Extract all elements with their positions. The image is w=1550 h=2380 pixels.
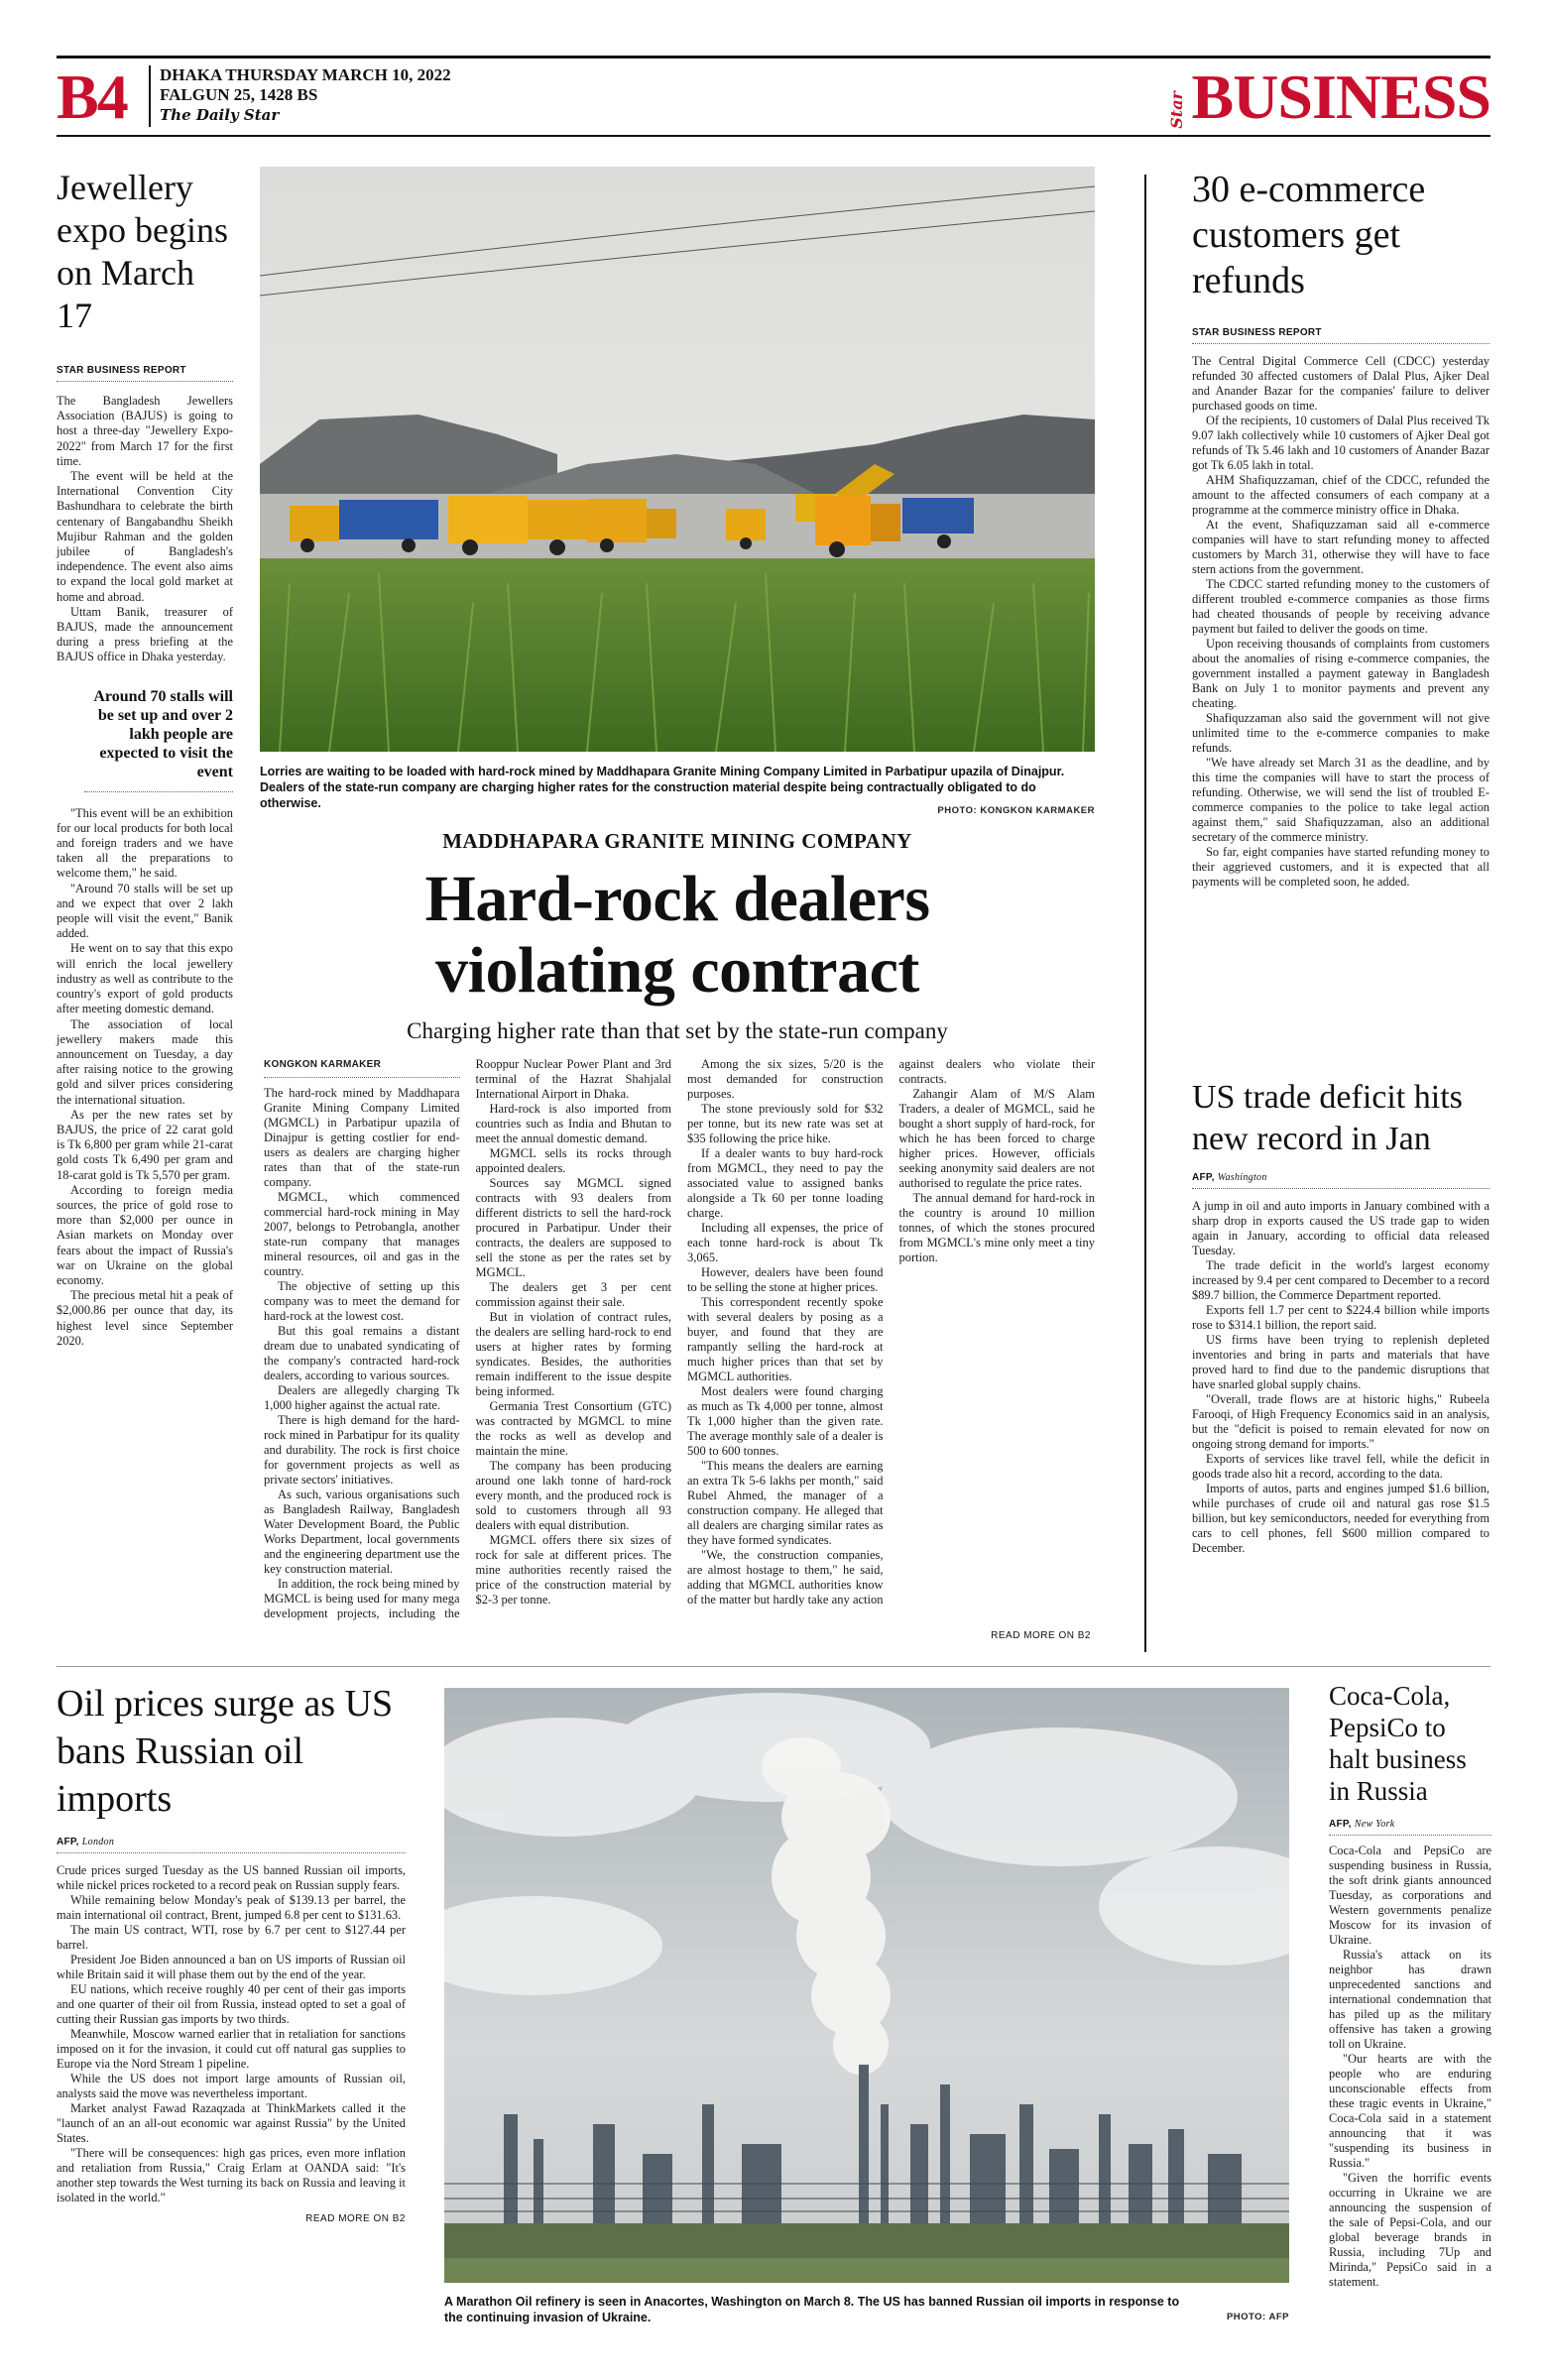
oil-byline-place: London (81, 1837, 115, 1847)
lead-paragraph: The company has been producing around one lakh tonne of hard-rock every month, and the produced rock is sold to customers through all 93 dealers with equal distribution. (475, 1459, 671, 1532)
jewellery-body-2 (57, 806, 233, 1349)
jewellery-paragraph: As per the new rates set by BAJUS, the price of 22 carat gold is Tk 6,800 per gram while 21-carat gold costs Tk 6,490 per gram and 18-carat gold is Tk 5,570 per gram. (57, 1107, 233, 1182)
oil-paragraph: The main US contract, WTI, rose by 6.7 per cent to $127.44 per barrel. (57, 1923, 406, 1952)
daily-star-nameplate-icon: The Daily Star (160, 106, 280, 124)
coke-paragraph: "Given the horrific events occurring in Ukraine we are announcing the suspension of the sale of Pepsi-Cola, and our global beverage brands in Russia, including 7Up and Mirinda," PepsiCo said in a statement. (1329, 2171, 1491, 2289)
jewellery-story (57, 167, 233, 1349)
lead-paragraph: The hard-rock mined by Maddhapara Granite Mining Company Limited (MGMCL) in Parbatipur upazila of Dinajpur is getting costlier for end-users as dealers are charging higher rates than that of the state-run company. (264, 1086, 460, 1189)
oil-paragraph: Market analyst Fawad Razaqzada at ThinkMarkets called it the "launch of an an all-out economic war against Russia" by the United States. (57, 2101, 406, 2145)
dateline-block (160, 65, 451, 125)
jewellery-paragraph: "Around 70 stalls will be set up and we expect that over 2 lakh people will visit the event," Banik added. (57, 881, 233, 941)
lead-paragraph: Dealers are allegedly charging Tk 1,000 higher against the actual rate. (264, 1383, 460, 1412)
masthead-rule (57, 135, 1490, 137)
oil-paragraph: EU nations, which receive roughly 40 per cent of their gas imports and one quarter of their oil from Russia, instead opted to set a goal of cutting their Russian gas imports by two thirds. (57, 1982, 406, 2026)
label-divider (149, 65, 151, 127)
lead-kicker: MADDHAPARA GRANITE MINING COMPANY (442, 829, 912, 853)
lead-photo-caption: Lorries are waiting to be loaded with hard-rock mined by Maddhapara Granite Mining Company Limited in Parbatipur upazila of Dinajpur. Dealers of the state-run company are charging higher rates for the construction material despite being contractually obligated to do otherwise. (260, 765, 1065, 810)
refinery-photo-illustration (444, 1688, 1289, 2283)
lead-paragraph: If a dealer wants to buy hard-rock from MGMCL, they need to pay the associated value to assigned banks alongside a Tk 60 per tonne loading charge. (687, 1146, 884, 1220)
lead-paragraph: As such, various organisations such as Bangladesh Railway, Bangladesh Water Development Board, the Public Works Department, local governments and the engineering department use the key construction material. (264, 1488, 460, 1576)
oil-body (57, 1863, 406, 2205)
lead-paragraph: Zahangir Alam of M/S Alam Traders, a dealer of MGMCL, said he bought a short supply of hard-rock, for which he has been forced to charge higher prices. However, officials seeking anonymity said dealers are not authorised to regulate the price rates. (898, 1087, 1095, 1190)
ecommerce-paragraph: AHM Shafiquzzaman, chief of the CDCC, refunded the amount to the affected consumers of each company at a programme at the commerce ministry office in Dhaka. (1192, 473, 1490, 517)
trade-byline (1192, 1172, 1490, 1189)
trade-headline: US trade deficit hits new record in Jan (1192, 1079, 1463, 1157)
ecommerce-story (1192, 167, 1490, 890)
ecommerce-body (1192, 354, 1490, 890)
lead-photo-credit: PHOTO: KONGKON KARMAKER (937, 805, 1095, 816)
refinery-photo-caption: A Marathon Oil refinery is seen in Anacortes, Washington on March 8. The US has banned Russian oil imports in response to the continuing invasion of Ukraine. (444, 2295, 1180, 2324)
lead-paragraph: This correspondent recently spoke with several dealers by posing as a buyer, and found that they are rampantly selling the hard-rock at much higher prices than that set by MGMCL authorities. (687, 1295, 884, 1383)
lead-paragraph: The annual demand for hard-rock in the country is around 10 million tonnes, of which the stones procured from MGMCL's mine only meet a tiny portion. (898, 1191, 1095, 1264)
jewellery-byline: STAR BUSINESS REPORT (57, 365, 233, 382)
lead-paragraph: But in violation of contract rules, the dealers are selling hard-rock to end users at higher rates by forming syndicates. Besides, the authorities remain indifferent to the issue despite being informed. (475, 1310, 671, 1398)
trade-paragraph: Imports of autos, parts and engines jumped $1.6 billion, while purchases of crude oil and natural gas rose $1.5 billion, but key semiconductors, needed for everything from cars to cell phones, fell $600 million compared to December. (1192, 1482, 1490, 1555)
right-column-rule (1144, 175, 1146, 1652)
trade-byline-agency: AFP, (1192, 1172, 1215, 1183)
jewellery-pull-quote: Around 70 stalls will be set up and over 2 lakh people are expected to visit the event (84, 687, 233, 792)
jewellery-paragraph: The precious metal hit a peak of $2,000.86 per ounce that day, its highest level since September 2020. (57, 1288, 233, 1348)
refinery-photo (444, 1688, 1289, 2283)
lead-paragraph: Most dealers were found charging as much as Tk 4,000 per tonne, almost Tk 1,000 higher than the given rate. The average monthly sale of a dealer is 500 to 600 tonnes. (687, 1384, 884, 1458)
jewellery-paragraph: The association of local jewellery makers made this announcement on Tuesday, a day after raising notice to the growing gold and silver prices considering the international situation. (57, 1016, 233, 1107)
ecommerce-paragraph: Shafiquzzaman also said the government will not give unlimited time to the e-commerce companies to make refunds. (1192, 711, 1490, 755)
oil-story (57, 1680, 406, 2224)
jewellery-body-1 (57, 394, 233, 665)
oil-paragraph: "There will be consequences: high gas prices, even more inflation and retaliation from Russia," Craig Erlam at OANDA said: "It's another step towards the West turning its back on Russia and leaving it isolated in the world." (57, 2146, 406, 2204)
bangla-date: FALGUN 25, 1428 BS (160, 85, 318, 104)
refinery-photo-credit: PHOTO: AFP (1226, 2312, 1289, 2322)
ecommerce-paragraph: "We have already set March 31 as the deadline, and by this time the companies will have to start the process of refunding. Otherwise, we will send the list of troubled E-commerce companies to the police to take legal action against them," said Shafiquzzaman, also an additional secretary of the commerce ministry. (1192, 756, 1490, 844)
jewellery-paragraph: According to foreign media sources, the price of gold rose to more than $2,000 per ounce in Asian markets on Monday over fears about the impact of Russia's war on Ukraine on the global economy. (57, 1182, 233, 1287)
lead-paragraph: But this goal remains a distant dream due to unabated syndicating of the company's contracted hard-rock dealers, according to various sources. (264, 1324, 460, 1382)
lead-paragraph: Sources say MGMCL signed contracts with 93 dealers from different districts to sell the hard-rock procured in Parbatipur. Under their contracts, the dealers are supposed to sell the stone as per the rates set by MGMCL. (475, 1176, 671, 1279)
lead-paragraph: The dealers get 3 per cent commission against their sale. (475, 1280, 671, 1309)
oil-byline (57, 1837, 406, 1853)
page-label: B4 (57, 61, 127, 132)
lead-paragraph: MGMCL offers there six sizes of rock for sale at different prices. The mine authorities recently raised the price of the construction material by $2-3 per tonne. (475, 1533, 671, 1606)
ecommerce-byline: STAR BUSINESS REPORT (1192, 327, 1490, 344)
lead-paragraph: However, dealers have been found to be selling the stone at higher prices. (687, 1265, 884, 1294)
trade-paragraph: Exports fell 1.7 per cent to $224.4 billion while imports rose to $314.1 billion, the report said. (1192, 1303, 1490, 1332)
oil-paragraph: Meanwhile, Moscow warned earlier that in retaliation for sanctions imposed on it for the invasion, it could cut off natural gas supplies to Europe via the Nord Stream 1 pipeline. (57, 2027, 406, 2071)
oil-read-more-link[interactable]: READ MORE ON B2 (305, 2213, 406, 2224)
lead-paragraph: In addition, the rock being mined by MGMCL is being used for many mega development projects, including the Rooppur Nuclear Power Plant and 3rd terminal of the Hazrat Shahjalal International Airport in Dhaka. (264, 1057, 671, 1620)
coke-byline-place: New York (1354, 1819, 1395, 1830)
dateline: DHAKA THURSDAY MARCH 10, 2022 (160, 65, 451, 84)
lead-paragraph: Among the six sizes, 5/20 is the most demanded for construction purposes. (687, 1057, 884, 1101)
trade-paragraph: US firms have been trying to replenish depleted inventories and bring in parts and materials that have proved hard to find due to the pandemic disruptions that have snarled global supply chains. (1192, 1333, 1490, 1391)
top-rule (57, 56, 1490, 59)
trade-byline-place: Washington (1217, 1172, 1267, 1183)
mine-photo (260, 167, 1095, 752)
lead-paragraph: "We, the construction companies, are almost hostage to them," he said, adding that MGMCL authorities know of the matter but hardly take any action against dealers who violate their contracts. (687, 1057, 1095, 1606)
oil-paragraph: While the US does not import large amounts of Russian oil, analysts said the move was nevertheless important. (57, 2072, 406, 2100)
oil-headline: Oil prices surge as US bans Russian oil imports (57, 1683, 394, 1820)
lead-body (264, 1057, 1095, 1622)
ecommerce-paragraph: At the event, Shafiquzzaman said all e-commerce companies will have to start refunding money to affected customers by March 31, otherwise they will have to face stern actions from the government. (1192, 518, 1490, 576)
jewellery-paragraph: The event will be held at the International Convention City Bashundhara to celebrate the birth centenary of Bangabandhu Sheikh Mujibur Rahman and the golden jubilee of Bangladesh's independence. The event also aims to expand the local gold market at home and abroad. (57, 469, 233, 604)
trade-paragraph: Exports of services like travel fell, while the deficit in goods trade also hit a record, according to the data. (1192, 1452, 1490, 1481)
jewellery-paragraph: "This event will be an exhibition for our local products for both local and foreign traders and we have taken all the preparations to welcome them," he said. (57, 805, 233, 881)
lead-paragraph: The stone previously sold for $32 per tonne, but its new rate was set at $35 following the price hike. (687, 1102, 884, 1145)
coke-byline-agency: AFP, (1329, 1819, 1352, 1830)
lead-paragraph: MGMCL, which commenced commercial hard-rock mining in May 2007, belongs to Petrobangla, another state-run company that manages mineral resources, oil and gas in the country. (264, 1190, 460, 1278)
coke-paragraph: Coca-Cola and PepsiCo are suspending business in Russia, the soft drink giants announced Tuesday, as corporations and Western governments penalize Moscow for its invasion of Ukraine. (1329, 1844, 1491, 1947)
oil-paragraph: While remaining below Monday's peak of $139.13 per barrel, the main international oil contract, Brent, jumped 6.8 per cent to $131.63. (57, 1893, 406, 1922)
coke-headline: Coca-Cola, PepsiCo to halt business in Russia (1329, 1681, 1467, 1806)
lead-byline: KONGKON KARMAKER (264, 1057, 460, 1078)
lead-header (260, 829, 1095, 1044)
coke-story (1329, 1680, 1491, 2290)
trade-story (1192, 1077, 1490, 1556)
ecommerce-headline: 30 e-commerce customers get refunds (1192, 169, 1426, 301)
lead-paragraph: MGMCL sells its rocks through appointed dealers. (475, 1146, 671, 1175)
bottom-section-rule (57, 1666, 1490, 1667)
mine-photo-illustration (260, 167, 1095, 752)
jewellery-paragraph: Uttam Banik, treasurer of BAJUS, made the announcement during a press briefing at the BAJUS office in Dhaka yesterday. (57, 604, 233, 664)
trade-paragraph: A jump in oil and auto imports in January combined with a sharp drop in exports caused the US trade gap to widen again in January, according to official data released Tuesday. (1192, 1199, 1490, 1257)
trade-paragraph: "Overall, trade flows are at historic highs," Rubeela Farooqi, of High Frequency Economics said in an analysis, but the "deficit is poised to remain elevated for now on ongoing strong demand for imports." (1192, 1392, 1490, 1451)
ecommerce-paragraph: Of the recipients, 10 customers of Dalal Plus received Tk 9.07 lakh collectively while 10 customers of Ajker Deal got refunds of Tk 5.46 lakh and 10 customers of Anander Bazar got Tk 6.05 lakh in total. (1192, 414, 1490, 472)
oil-paragraph: President Joe Biden announced a ban on US imports of Russian oil while Britain said it will phase them out by the end of the year. (57, 1953, 406, 1981)
lead-paragraph: The objective of setting up this company was to meet the demand for hard-rock at the lowest cost. (264, 1279, 460, 1323)
lead-read-more-link[interactable]: READ MORE ON B2 (991, 1630, 1091, 1641)
jewellery-paragraph: The Bangladesh Jewellers Association (BAJUS) is going to host a three-day "Jewellery Expo-2022" from March 17 for the first time. (57, 394, 233, 468)
section-title: BUSINESS (1191, 61, 1490, 132)
lead-paragraph: "This means the dealers are earning an extra Tk 5-6 lakhs per month," said Rubel Ahmed, the manager of a construction company. He alleged that all dealers are charging similar rates as they have formed syndicates. (687, 1459, 884, 1547)
trade-paragraph: The trade deficit in the world's largest economy increased by 9.4 per cent compared to December to a record $89.7 billion, the Commerce Department reported. (1192, 1258, 1490, 1302)
ecommerce-paragraph: So far, eight companies have started refunding money to their aggrieved customers, and it is expected that all payments will be completed soon, he added. (1192, 845, 1490, 889)
lead-paragraph: Hard-rock is also imported from countries such as India and Bhutan to meet the annual domestic demand. (475, 1102, 671, 1145)
ecommerce-paragraph: The Central Digital Commerce Cell (CDCC) yesterday refunded 30 affected customers of Dalal Plus, Ajker Deal and Anander Bazar for the companies' failure to deliver purchased goods on time. (1192, 354, 1490, 413)
star-logo-icon: Star (1166, 91, 1186, 129)
oil-paragraph: Crude prices surged Tuesday as the US banned Russian oil imports, while nickel prices rocketed to a record peak on Russian supply fears. (57, 1863, 406, 1892)
lead-deck: Charging higher rate than that set by the state-run company (407, 1018, 948, 1043)
lead-paragraph: Including all expenses, the price of each tonne hard-rock is about Tk 3,065. (687, 1221, 884, 1264)
ecommerce-paragraph: Upon receiving thousands of complaints from customers about the anomalies of rising e-commerce companies, the government installed a payment gateway in Bangladesh Bank on July 1 to monitor payments and prevent any cheating. (1192, 637, 1490, 710)
lead-headline-2: violating contract (435, 934, 919, 1007)
lead-headline-1: Hard-rock dealers (424, 863, 930, 935)
coke-byline (1329, 1819, 1491, 1836)
jewellery-paragraph: He went on to say that this expo will enrich the local jewellery industry as well as contribute to the country's export of gold products after meeting domestic demand. (57, 941, 233, 1016)
jewellery-headline: Jewellery expo begins on March 17 (57, 168, 228, 335)
ecommerce-paragraph: The CDCC started refunding money to the customers of different troubled e-commerce companies as those firms had cheated thousands of people by receiving advance payment but failed to deliver the goods on time. (1192, 577, 1490, 636)
oil-byline-agency: AFP, (57, 1837, 79, 1847)
coke-paragraph: Russia's attack on its neighbor has drawn unprecedented sanctions and international condemnation that has piled up as the military offensive has taken a growing toll on Ukraine. (1329, 1948, 1491, 2051)
section-header (1166, 61, 1491, 132)
lead-paragraph: There is high demand for the hard-rock mined in Parbatipur for its quality and durability. The rock is first choice for government projects as well as private sectors' initiatives. (264, 1413, 460, 1487)
trade-body (1192, 1199, 1490, 1556)
lead-paragraph: Germania Trest Consortium (GTC) was contracted by MGMCL to mine the rocks as well as develop and maintain the mine. (475, 1399, 671, 1458)
coke-paragraph: "Our hearts are with the people who are enduring unconscionable effects from these tragic events in Ukraine," Coca-Cola said in a statement announcing that it was "suspending its business in Russia." (1329, 2052, 1491, 2170)
coke-body (1329, 1844, 1491, 2290)
